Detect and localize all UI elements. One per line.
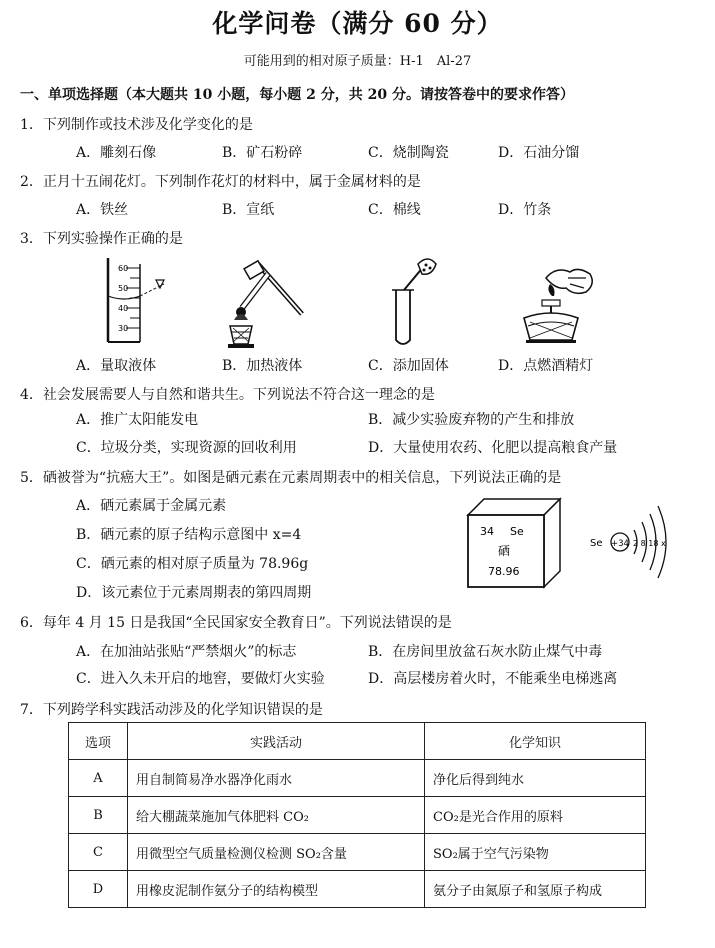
q4-option-c: C．垃圾分类，实现资源的回收利用 — [76, 440, 297, 456]
table-cell-activity: 给大棚蔬菜施加气体肥料 CO₂ — [128, 797, 425, 834]
question-6-stem: 6．每年 4 月 15 日是我国“全民国家安全教育日”。下列说法错误的是 — [20, 615, 452, 631]
q6-option-c: C．进入久未开启的地窖，要做灯火实验 — [76, 671, 325, 687]
table-row — [69, 760, 646, 797]
q5-option-d: D．该元素位于元素周期表的第四周期 — [76, 585, 312, 601]
atomic-structure-diagram — [588, 500, 678, 584]
section-heading: 一、单项选择题（本大题共 10 小题，每小题 2 分，共 20 分。请按答卷中的要求作答） — [20, 87, 574, 103]
element-symbol: Se — [510, 525, 524, 538]
q6-option-d: D．高层楼房着火时，不能乘坐电梯逃离 — [368, 671, 618, 687]
table-cell-knowledge: SO₂属于空气污染物 — [425, 834, 646, 871]
table-header-row — [69, 723, 646, 760]
table-cell-option: D — [69, 871, 128, 908]
knowledge-table — [68, 722, 646, 908]
q6-option-a: A．在加油站张贴“严禁烟火”的标志 — [76, 644, 297, 660]
table-row — [69, 871, 646, 908]
q1-option-a: A．雕刻石像 — [76, 145, 157, 161]
nucleus-charge: +34 — [611, 539, 629, 549]
q3-option-c: C．添加固体 — [368, 358, 449, 374]
lighting-alcohol-lamp-figure — [516, 260, 606, 350]
q5-option-b: B．硒元素的原子结构示意图中 x=4 — [76, 527, 302, 543]
q2-option-b: B．宣纸 — [222, 202, 275, 218]
table-cell-knowledge: 净化后得到纯水 — [425, 760, 646, 797]
table-header-knowledge: 化学知识 — [425, 723, 646, 760]
cylinder-tick-50: 50 — [118, 284, 129, 293]
table-cell-option: A — [69, 760, 128, 797]
table-cell-option: B — [69, 797, 128, 834]
table-cell-option: C — [69, 834, 128, 871]
q2-option-d: D．竹条 — [498, 202, 552, 218]
table-header-option: 选项 — [69, 723, 128, 760]
table-cell-knowledge: 氨分子由氮原子和氢原子构成 — [425, 871, 646, 908]
eye-icon — [156, 280, 164, 288]
q3-option-b: B．加热液体 — [222, 358, 303, 374]
q5-option-a: A．硒元素属于金属元素 — [76, 498, 227, 514]
page-subtitle: 可能用到的相对原子质量：H-1 Al-27 — [243, 54, 472, 69]
question-3-stem: 3．下列实验操作正确的是 — [20, 231, 183, 247]
cylinder-tick-40: 40 — [118, 304, 129, 313]
adding-solid-figure — [384, 256, 444, 346]
question-2-stem: 2．正月十五闹花灯。下列制作花灯的材料中，属于金属材料的是 — [20, 174, 421, 190]
element-name: 硒 — [498, 544, 511, 558]
page-title: 化学问卷（满分 60 分） — [212, 9, 503, 38]
q1-option-c: C．烧制陶瓷 — [368, 145, 449, 161]
table-row — [69, 797, 646, 834]
table-cell-activity: 用微型空气质量检测仪检测 SO₂含量 — [128, 834, 425, 871]
q6-option-b: B．在房间里放盆石灰水防止煤气中毒 — [368, 644, 603, 660]
periodic-table-cell — [466, 497, 562, 589]
diagram-symbol: Se — [590, 538, 603, 549]
q4-option-b: B．减少实验废弃物的产生和排放 — [368, 412, 575, 428]
cylinder-tick-60: 60 — [118, 264, 129, 273]
q3-option-d: D．点燃酒精灯 — [498, 358, 594, 374]
cylinder-tick-30: 30 — [118, 324, 129, 333]
atomic-number: 34 — [480, 525, 494, 538]
table-row — [69, 834, 646, 871]
q4-option-d: D．大量使用农药、化肥以提高粮食产量 — [368, 440, 618, 456]
question-4-stem: 4．社会发展需要人与自然和谐共生。下列说法不符合这一理念的是 — [20, 387, 435, 403]
table-cell-knowledge: CO₂是光合作用的原料 — [425, 797, 646, 834]
q5-option-c: C．硒元素的相对原子质量为 78.96g — [76, 556, 309, 572]
graduated-cylinder-figure — [100, 256, 180, 346]
q1-option-b: B．矿石粉碎 — [222, 145, 303, 161]
table-cell-activity: 用自制简易净水器净化雨水 — [128, 760, 425, 797]
atomic-mass: 78.96 — [488, 565, 520, 578]
table-cell-activity: 用橡皮泥制作氨分子的结构模型 — [128, 871, 425, 908]
question-7-stem: 7．下列跨学科实践活动涉及的化学知识错误的是 — [20, 702, 323, 718]
question-1-stem: 1．下列制作或技术涉及化学变化的是 — [20, 117, 253, 133]
heating-liquid-figure — [228, 260, 308, 350]
q2-option-c: C．棉线 — [368, 202, 421, 218]
q4-option-a: A．推广太阳能发电 — [76, 412, 199, 428]
q3-option-a: A．量取液体 — [76, 358, 157, 374]
electron-shells: 2 8 18 x — [633, 539, 666, 548]
table-header-activity: 实践活动 — [128, 723, 425, 760]
q2-option-a: A．铁丝 — [76, 202, 129, 218]
question-5-stem: 5．硒被誉为“抗癌大王”。如图是硒元素在元素周期表中的相关信息，下列说法正确的是 — [20, 470, 562, 486]
q1-option-d: D．石油分馏 — [498, 145, 580, 161]
